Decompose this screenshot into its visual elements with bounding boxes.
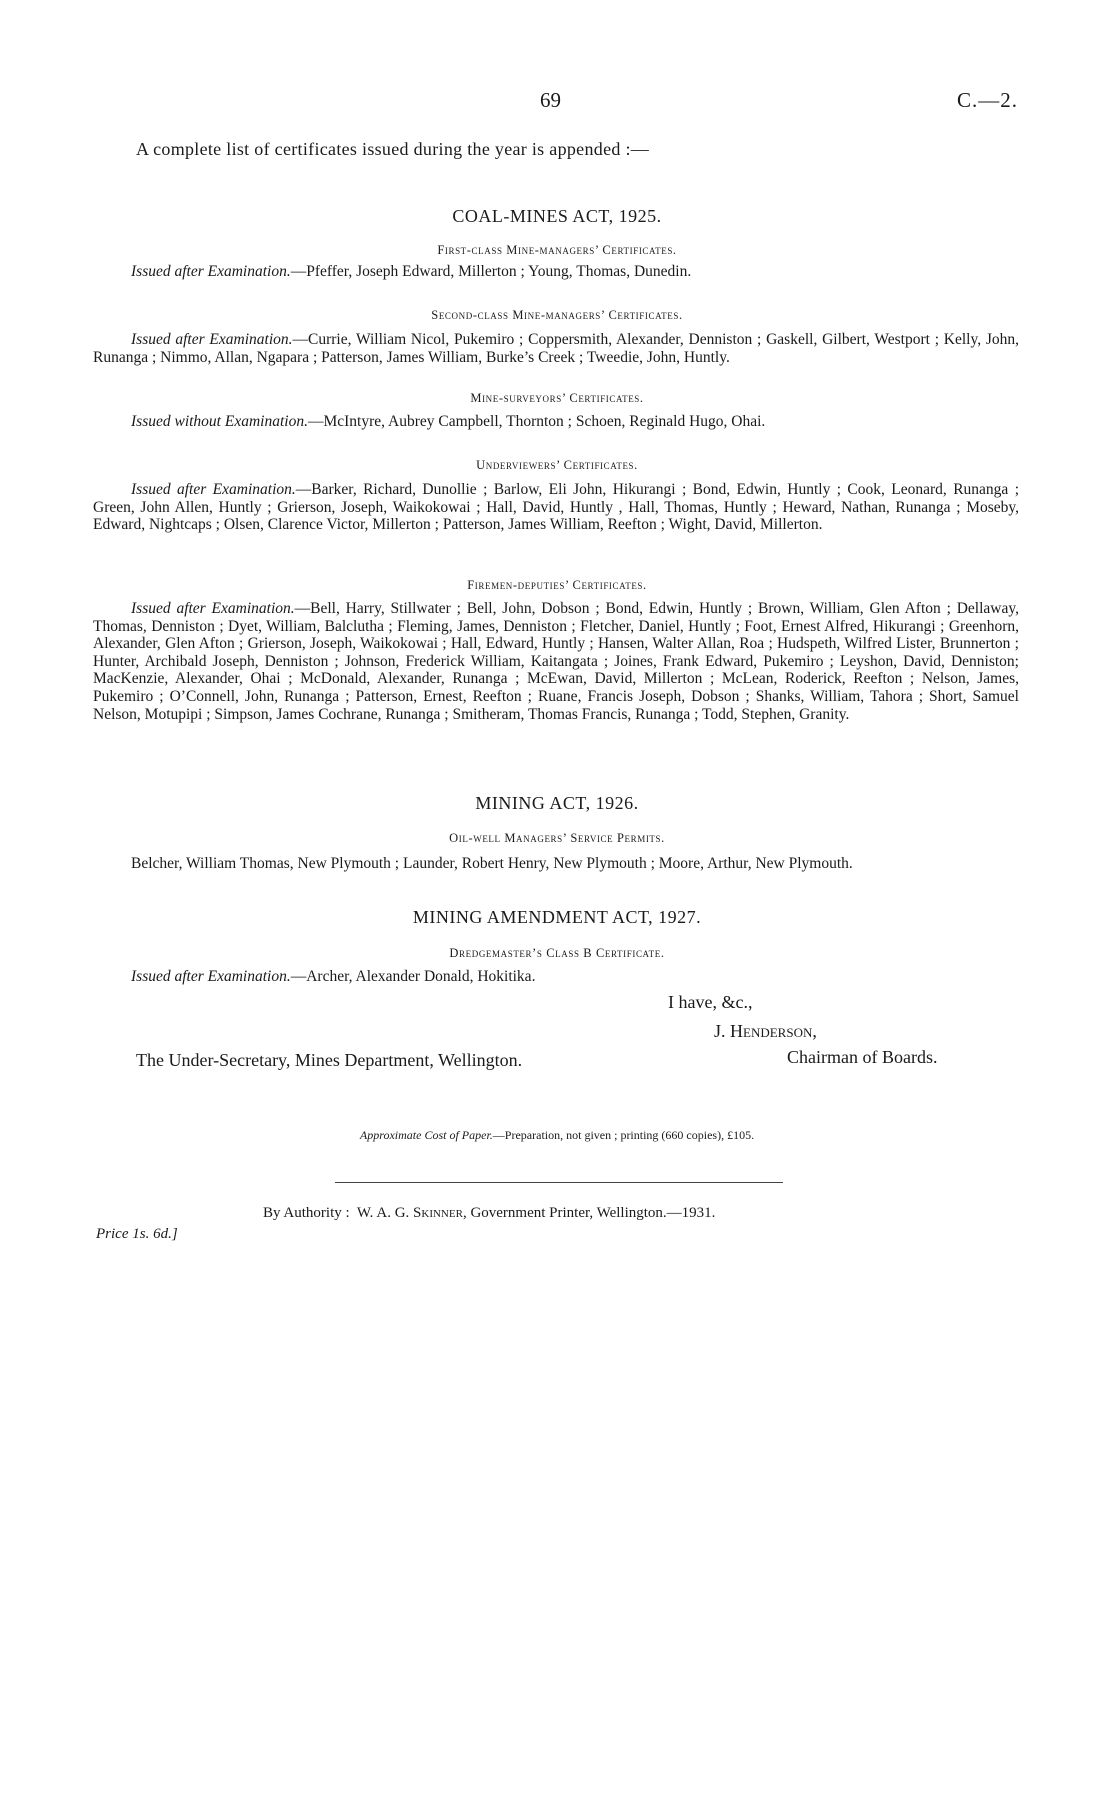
first-class-names: —Pfeffer, Joseph Edward, Millerton ; Young, Thomas, Dunedin. [290, 263, 692, 280]
cost-of-paper [0, 1128, 1114, 1143]
cost-lead: Approximate Cost of Paper. [359, 1128, 493, 1142]
oilwell-list: Belcher, William Thomas, New Plymouth ; Launder, Robert Henry, New Plymouth ; Moore, Arthur, New Plymouth. [131, 855, 853, 872]
signatory-name: J. Henderson, [714, 1021, 817, 1041]
addressee: The Under-Secretary, Mines Department, Wellington. [136, 1050, 523, 1070]
second-class-lead: Issued after Examination. [131, 331, 293, 348]
footer-rule [335, 1182, 783, 1183]
underviewers-names: —Barker, Richard, Dunollie ; Barlow, Eli John, Hikurangi ; Bond, Edwin, Huntly ; Cook, Leonard, Runanga ; Green, John Allen, Huntly ; Grierson, Joseph, Waikokowai ; Hall, David, Huntly , Hall, Thomas, Huntly ; Heward, Nathan, Runanga ; Moseby, Edward, Nightcaps ; Olsen, Clarence Victor, Millerton ; Patterson, James William, Reefton ; Wight, David, Millerton. [93, 481, 1019, 534]
printer-authority [263, 1205, 715, 1222]
underviewers-lead: Issued after Examination. [131, 481, 296, 498]
firemen-deputies-names: —Bell, Harry, Stillwater ; Bell, John, Dobson ; Bond, Edwin, Huntly ; Brown, William, Glen Afton ; Dellaway, Thomas, Denniston ; Dyet, William, Balclutha ; Fleming, James, Denniston ; Fletcher, Daniel, Huntly ; Foot, Ernest Alfred, Hikurangi ; Greenhorn, Alexander, Glen Afton ; Grierson, Joseph, Waikokowai ; Hall, Edward, Huntly ; Hansen, Walter Allan, Roa ; Hudspeth, Wilfred Lister, Brunnerton ; Hunter, Archibald Joseph, Denniston ; Johnson, Frederick William, Kaitangata ; Joines, Frank Edward, Pukemiro ; Leyshon, David, Denniston; MacKenzie, Alexander, Ohai ; McDonald, Alexander, Runanga ; McEwan, David, Millerton ; McLean, Roderick, Reefton ; Nelson, James, Pukemiro ; O’Connell, John, Runanga ; Patterson, Ernest, Reefton ; Ruane, Francis Joseph, Dobson ; Shanks, William, Tahora ; Short, Samuel Nelson, Motupipi ; Simpson, James Cochrane, Runanga ; Smitheram, Thomas Francis, Runanga ; Todd, Stephen, Granity. [93, 600, 1019, 723]
authority-printer: Skinner [413, 1205, 463, 1221]
mining-act-title: MINING ACT, 1926. [475, 793, 639, 813]
series-code: C.—2. [957, 88, 1019, 112]
first-class-heading: First-class Mine-managers’ Certificates. [437, 243, 677, 257]
price: Price 1s. 6d.] [96, 1226, 178, 1242]
dredgemaster-names: —Archer, Alexander Donald, Hokitika. [290, 968, 536, 985]
underviewers-heading: Underviewers’ Certificates. [476, 458, 638, 472]
dredgemaster-lead: Issued after Examination. [131, 968, 291, 985]
mining-amendment-act-title: MINING AMENDMENT ACT, 1927. [412, 907, 702, 927]
dredgemaster-list [93, 968, 1019, 986]
cost-text: —Preparation, not given ; printing (660 copies), £105. [492, 1128, 755, 1142]
authority-prefix: By Authority : W. A. G. [263, 1205, 414, 1221]
firemen-deputies-heading: Firemen-deputies’ Certificates. [467, 578, 647, 592]
page-number: 69 [540, 88, 561, 112]
coal-mines-act-title: COAL-MINES ACT, 1925. [452, 206, 662, 226]
firemen-deputies-lead: Issued after Examination. [131, 600, 295, 617]
mine-surveyors-heading: Mine-surveyors’ Certificates. [470, 391, 644, 405]
firemen-deputies-list [93, 600, 1019, 723]
intro-text: A complete list of certificates issued during the year is appended :— [136, 139, 650, 159]
authority-suffix: , Government Printer, Wellington.—1931. [462, 1205, 716, 1221]
mine-surveyors-list [93, 413, 1019, 431]
signatory-role: Chairman of Boards. [787, 1047, 938, 1067]
second-class-names: —Currie, William Nicol, Pukemiro ; Coppersmith, Alexander, Denniston ; Gaskell, Gilbert, Westport ; Kelly, John, Runanga ; Nimmo, Allan, Ngapara ; Patterson, James William, Burke’s Creek ; Tweedie, John, Huntly. [93, 331, 1020, 366]
first-class-lead: Issued after Examination. [131, 263, 291, 280]
first-class-list [93, 263, 1019, 281]
closing-line: I have, &c., [668, 992, 753, 1012]
second-class-heading: Second-class Mine-managers’ Certificates. [431, 308, 683, 322]
second-class-list [93, 331, 1019, 366]
oilwell-heading: Oil-well Managers’ Service Permits. [449, 831, 665, 845]
mine-surveyors-names: —McIntyre, Aubrey Campbell, Thornton ; Schoen, Reginald Hugo, Ohai. [307, 413, 766, 430]
underviewers-list [93, 481, 1019, 534]
mine-surveyors-lead: Issued without Examination. [131, 413, 308, 430]
dredgemaster-heading: Dredgemaster’s Class B Certificate. [449, 946, 665, 960]
